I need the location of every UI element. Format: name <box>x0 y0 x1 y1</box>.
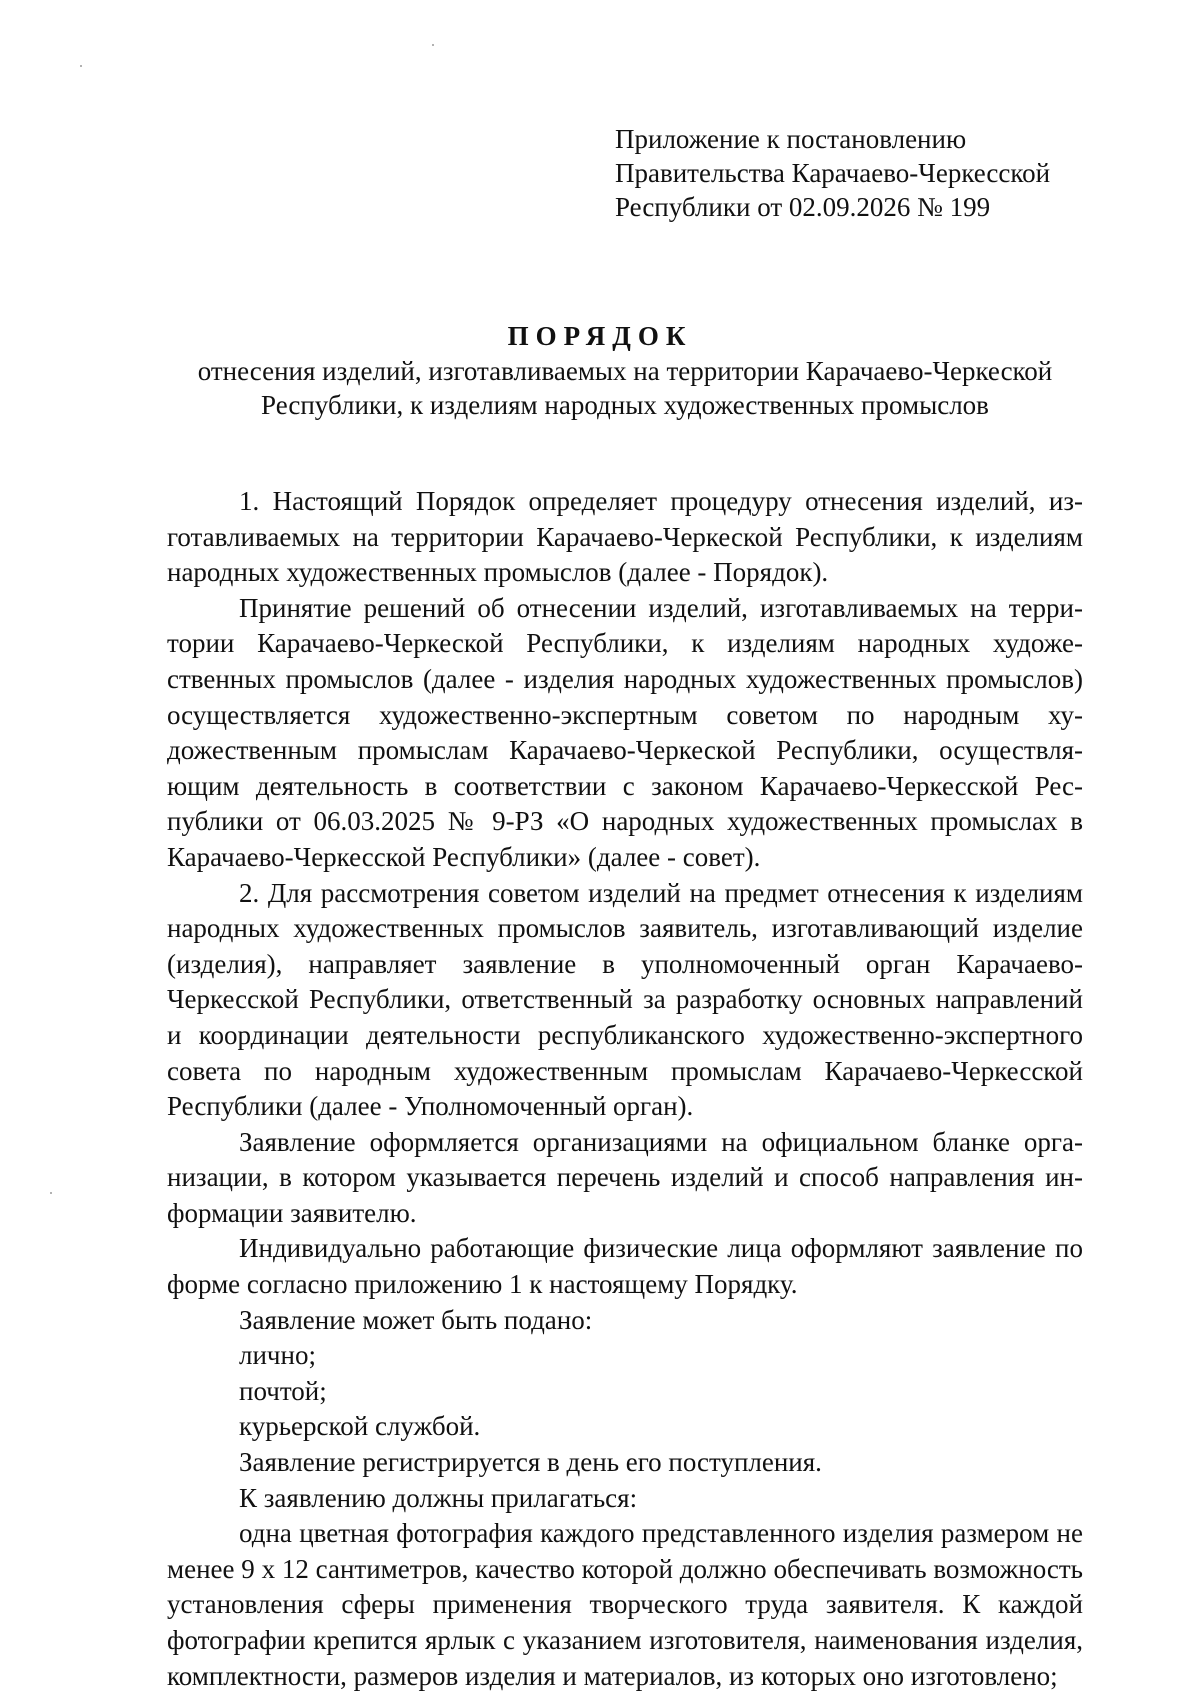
list-item: лично; <box>239 1340 316 1371</box>
document-subtitle-line: Республики, к изделиям народных художественных промыслов <box>261 390 989 420</box>
approval-header <box>615 122 1155 224</box>
paragraph-individual-form: Индивидуально работающие физические лица оформляют заявление по форме согласно приложению 1 к настоящему Порядку. <box>167 1233 1083 1300</box>
approval-header-line: Приложение к постановлению <box>615 124 967 154</box>
list-item: курьерской службой. <box>239 1411 481 1442</box>
document-title: ПОРЯДОК <box>507 321 693 351</box>
paragraph-photo-requirement: одна цветная фотография каждого представленного изделия размером не менее 9 х 12 сантиметров, качество которой должно обеспечивать возможность установления сферы применения творческого труда заявителя. К каждой фотографии крепится ярлык с указанием изготовителя, наименования изделия, комплектности, размеров изделия и материалов, из которых оно изготовлено; <box>167 1518 1083 1691</box>
paragraph-submission-methods: Заявление может быть подано: <box>239 1304 593 1335</box>
list-item: почтой; <box>239 1375 327 1406</box>
approval-header-line: Правительства Карачаево-Черкесской <box>615 158 1051 188</box>
paragraph-1: 1. Настоящий Порядок определяет процедуру отнесения изделий, изготавливаемых на территории Карачаево-Черкеской Республики, к изделиям народных художественных промыслов (далее - Порядок). <box>167 486 1083 588</box>
paragraph-decision: Принятие решений об отнесении изделий, изготавливаемых на территории Карачаево-Черкеской Республики, к изделиям народных художественных промыслов (далее - изделия народных художественных промыслов) осуществляется художественно-экспертным советом по народным художественным промыслам Карачаево-Черкеской Республики, осуществляющим деятельность в соответствии с законом Карачаево-Черкесской Республики от 06.03.2025 № 9-РЗ «О народных художественных промыслах в Карачаево-Черкесской Республики» (далее - совет). <box>167 592 1083 872</box>
paragraph-2: 2. Для рассмотрения советом изделий на предмет отнесения к изделиям народных художественных промыслов заявитель, изготавливающий изделие (изделия), направляет заявление в уполномоченный орган Карачаево-Черкесской Республики, ответственный за разработку основных направлений и координации деятельности республиканского художественно-экспертного совета по народным художественным промыслам Карачаево-Черкесской Республики (далее - Уполномоченный орган). <box>167 877 1083 1122</box>
paragraph-organization-form: Заявление оформляется организациями на официальном бланке организации, в котором указывается перечень изделий и способ направления информации заявителю. <box>167 1126 1083 1228</box>
scan-speck <box>80 65 82 67</box>
paragraph-registration: Заявление регистрируется в день его поступления. <box>239 1447 822 1478</box>
document-body <box>167 484 1083 1694</box>
document-subtitle <box>150 354 1100 422</box>
approval-header-line: Республики от 02.09.2026 № 199 <box>615 192 991 222</box>
scan-speck <box>50 1192 52 1194</box>
document-subtitle-line: отнесения изделий, изготавливаемых на территории Карачаево-Черкеской <box>197 356 1053 386</box>
scan-speck <box>432 44 434 46</box>
paragraph-attachments: К заявлению должны прилагаться: <box>239 1482 638 1513</box>
